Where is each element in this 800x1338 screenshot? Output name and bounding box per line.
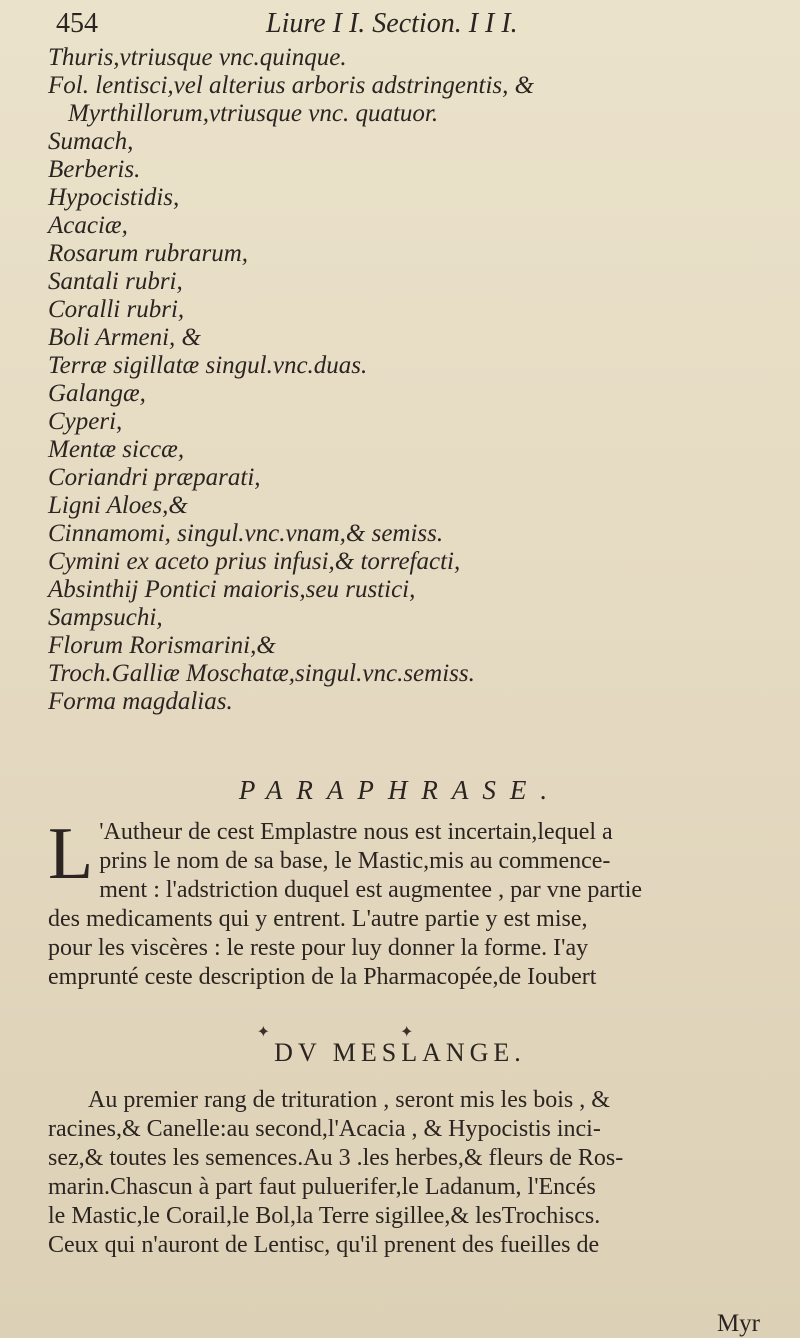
drop-cap: L [48,813,94,895]
text-line: des medicaments qui y entrent. L'autre partie y est mise, [48,906,588,932]
text-line: marin.Chascun à part faut puluerifer,le Ladanum, l'Encés [48,1174,596,1200]
ingredient-line: Berberis. [48,156,141,183]
text-line: ment : l'adstriction duquel est augmentee , par vne partie [99,877,643,903]
text-line: Au premier rang de trituration , seront mis les bois , & [88,1087,610,1113]
ingredient-line: Thuris,vtriusque vnc.quinque. [48,44,347,71]
ingredient-line: Cyperi, [48,408,123,435]
ingredient-line: Terræ sigillatæ singul.vnc.duas. [48,352,368,379]
paraphrase-paragraph [48,813,764,992]
running-title: Liure I I. Section. I I I. [266,8,518,39]
text-line: Ceux qui n'auront de Lentisc, qu'il prenent des fueilles de [48,1232,600,1258]
melange-heading: DV MESLANGE. [274,1038,526,1067]
ingredient-line: Acaciæ, [48,212,128,239]
ornament-divider: ✦✦ [256,1022,544,1041]
ingredient-line: Santali rubri, [48,268,183,295]
ingredient-line: Sampsuchi, [48,604,163,631]
text-line: prins le nom de sa base, le Mastic,mis au commence- [99,848,611,874]
ingredient-line: Coralli rubri, [48,296,185,323]
catchword: Myr [716,1310,760,1337]
paraphrase-heading: PARAPHRASE. [238,775,562,805]
ingredient-line: Cinnamomi, singul.vnc.vnam,& semiss. [48,520,444,547]
ingredient-line: Myrthillorum,vtriusque vnc. quatuor. [68,100,439,127]
text-line: sez,& toutes les semences.Au 3 .les herbes,& fleurs de Ros- [48,1145,624,1171]
ingredient-line: Troch.Galliæ Moschatæ,singul.vnc.semiss. [48,660,475,687]
ingredient-line: Absinthij Pontici maioris,seu rustici, [48,576,416,603]
text-line: le Mastic,le Corail,le Bol,la Terre sigillee,& lesTrochiscs. [48,1203,601,1229]
ingredient-line: Mentæ siccæ, [48,436,185,463]
ingredient-line: Coriandri præparati, [48,464,261,491]
ingredient-line: Galangæ, [48,380,146,407]
ingredient-list [48,44,760,716]
page-number: 454 [56,8,98,39]
text-line: racines,& Canelle:au second,l'Acacia , & Hypocistis inci- [48,1116,601,1142]
ingredient-line: Rosarum rubrarum, [48,240,249,267]
ingredient-line: Sumach, [48,128,134,155]
ingredient-line: Fol. lentisci,vel alterius arboris adstringentis, & [48,72,535,99]
ingredient-line: Hypocistidis, [48,184,180,211]
ingredient-line: Cymini ex aceto prius infusi,& torrefacti, [48,548,461,575]
ingredient-line: Boli Armeni, & [48,324,202,351]
text-line: emprunté ceste description de la Pharmacopée,de Ioubert [48,964,597,990]
text-line: pour les viscères : le reste pour luy donner la forme. I'ay [48,935,589,961]
melange-paragraph [48,1086,764,1260]
text-line: 'Autheur de cest Emplastre nous est incertain,lequel a [99,819,613,845]
ingredient-line: Florum Rorismarini,& [48,632,276,659]
running-header [56,8,760,42]
ingredient-line: Forma magdalias. [48,688,233,715]
ingredient-line: Ligni Aloes,& [48,492,188,519]
